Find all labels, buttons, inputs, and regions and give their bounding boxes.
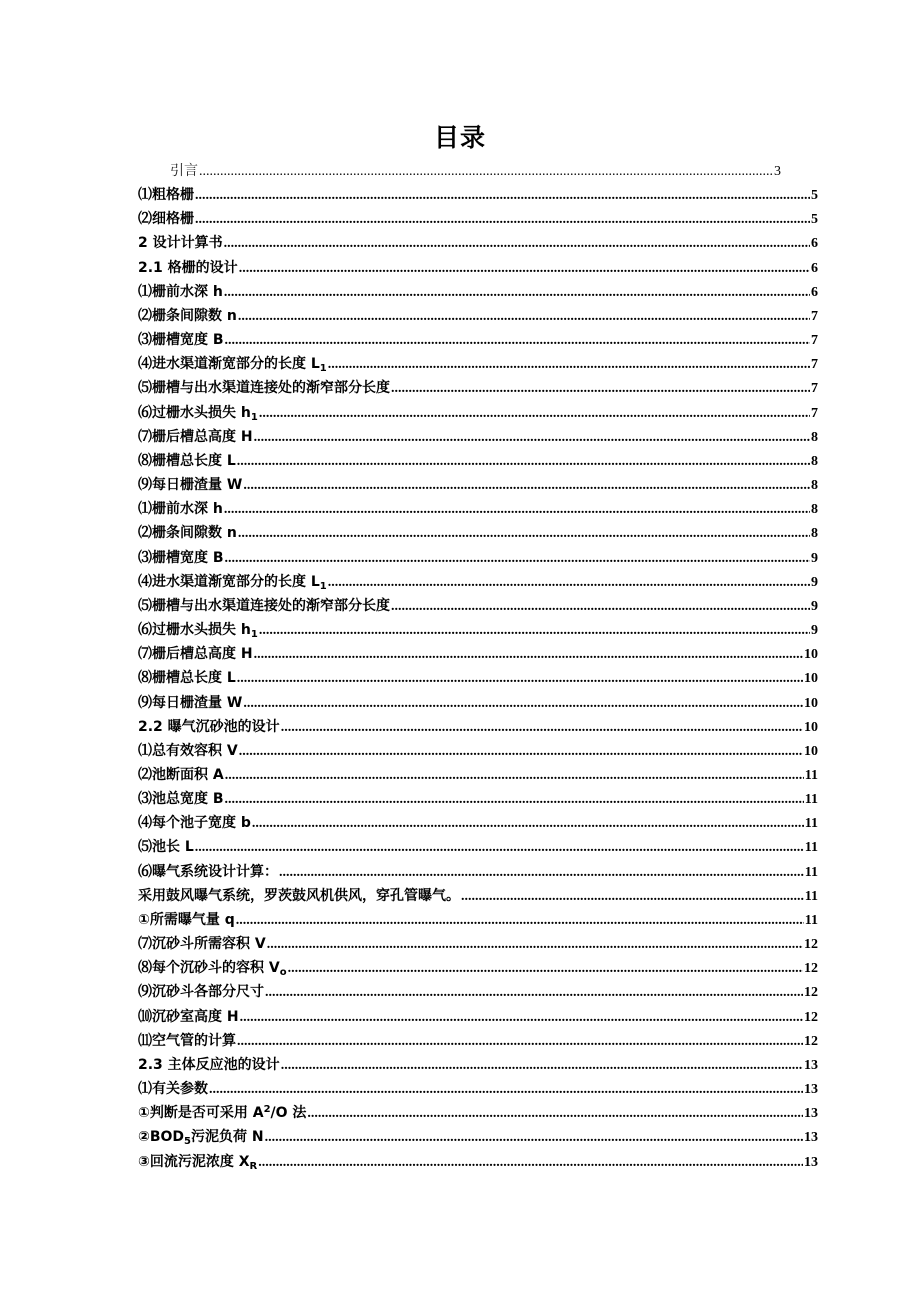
toc-entry-label: ⑵栅条间隙数 n [138,525,237,542]
dot-leader [237,669,803,689]
toc-entry-page-number: 3 [774,164,781,179]
toc-entry-page-number: 9 [811,598,818,614]
toc-entry-label: ⑸栅槽与出水渠道连接处的渐窄部分长度 [138,380,390,397]
dot-leader [243,694,803,714]
toc-entry-page-number: 8 [811,526,818,542]
toc-entry-label: ⑴有关参数 [138,1081,208,1098]
toc-entry[interactable] [138,717,818,737]
toc-entry[interactable] [138,523,818,543]
toc-entry-page-number: 13 [804,1154,818,1170]
toc-entry-label: ⑶池总宽度 B [138,791,224,808]
toc-entry-page-number: 12 [804,985,818,1001]
toc-entry-page-number: 9 [811,550,818,566]
toc-entry-label: $②BOD_5$污泥负荷 N [138,1129,264,1148]
toc-entry[interactable] [138,233,818,253]
toc-entry[interactable] [138,910,818,930]
toc-entry-label: ⑺栅后槽总高度 H [138,428,253,445]
toc-entry-label: ⑸栅槽与出水渠道连接处的渐窄部分长度 [138,597,390,614]
toc-entry-page-number: 6 [811,236,818,252]
toc-entry-page-number: 10 [804,695,818,711]
dot-leader [239,259,810,279]
dot-leader [224,283,810,303]
toc-entry[interactable] [138,548,818,568]
toc-entry-label: 2.2 曝气沉砂池的设计 [138,718,280,735]
toc-entry-page-number: 8 [811,478,818,494]
toc-entry[interactable] [138,644,818,664]
toc-entry-page-number: 12 [804,937,818,953]
toc-entry[interactable] [138,354,818,374]
toc-entry-label: ⑾空气管的计算 [138,1032,236,1049]
toc-entry-page-number: 9 [811,574,818,590]
toc-entry[interactable] [138,185,818,205]
toc-entry-label: ⑺栅后槽总高度 H [138,646,253,663]
toc-entry[interactable] [138,427,818,447]
toc-entry-label: ⑹曝气系统设计计算： [138,863,278,880]
toc-entry-page-number: 12 [804,961,818,977]
dot-leader [254,645,803,665]
dot-leader [259,621,810,641]
toc-entry[interactable] [138,620,818,640]
dot-leader [238,524,810,544]
toc-entry[interactable] [138,572,818,592]
toc-entry-page-number: 7 [811,357,818,373]
dot-leader [195,210,810,230]
toc-entry-label: ⑴总有效容积 V [138,742,238,759]
toc-entry-page-number: 7 [811,333,818,349]
toc-entry-label: ⑹过栅水头损失 $h_1$ [138,622,258,641]
toc-entry-label: 采用鼓风曝气系统，罗茨鼓风机供风，穿孔管曝气。 [138,887,460,904]
toc-entry-label: ①所需曝气量 q [138,911,235,928]
dot-leader [328,573,810,593]
toc-entry-label: ⑼沉砂斗各部分尺寸 [138,984,264,1001]
toc-entry[interactable] [138,813,818,833]
toc-entry-page-number: 10 [804,647,818,663]
toc-entry[interactable] [138,982,818,1002]
dot-leader [461,887,804,907]
toc-entry-page-number: 8 [811,453,818,469]
toc-entry-label: ⑼每日栅渣量 W [138,694,243,711]
toc-entry-subscript: 1 [319,580,327,592]
toc-entry-label: ⑵细格栅 [138,211,194,228]
dot-leader [225,790,804,810]
toc-entry-page-number: 8 [811,429,818,445]
toc-entry[interactable] [138,1031,818,1051]
toc-entry-label: 2.3 主体反应池的设计 [138,1056,280,1073]
toc-entry-page-number: 7 [811,308,818,324]
toc-entry[interactable] [138,837,818,857]
dot-leader [199,162,773,182]
toc-entry-label: ⑸池长 L [138,839,194,856]
toc-entry[interactable] [138,209,818,229]
toc-entry-page-number: 11 [804,816,818,832]
toc-entry[interactable] [138,862,818,882]
dot-leader [288,959,803,979]
dot-leader [281,1056,803,1076]
toc-entry-superscript: 2 [263,1104,271,1116]
toc-entry-page-number: 12 [804,1009,818,1025]
toc-entry[interactable] [138,1127,818,1147]
toc-entry[interactable] [138,475,818,495]
toc-entry-page-number: 5 [811,188,818,204]
toc-entry[interactable] [138,258,818,278]
toc-entry[interactable] [138,451,818,471]
dot-leader [391,597,810,617]
toc-entry[interactable] [138,378,818,398]
dot-leader [195,186,810,206]
toc-entry-subscript: 1 [250,411,258,423]
toc-entry-page-number: 11 [804,792,818,808]
toc-entry[interactable] [138,1152,818,1172]
toc-entry-label: ⑴粗格栅 [138,187,194,204]
toc-entry-page-number: 10 [804,719,818,735]
toc-entry[interactable] [138,306,818,326]
toc-entry[interactable] [170,161,781,181]
toc-entry-label: ⑷进水渠道渐宽部分的长度 $L_1$ [138,573,327,592]
dot-leader [243,476,810,496]
toc-entry-page-number: 9 [811,623,818,639]
toc-entry-page-number: 11 [804,888,818,904]
toc-entry-page-number: 13 [804,1082,818,1098]
toc-entry-label: 2 设计计算书 [138,235,223,252]
toc-entry[interactable] [138,886,818,906]
toc-entry-label-suffix: 污泥负荷 N [191,1129,264,1146]
toc-entry-label: ⑻每个沉砂斗的容积 $V_o$ [138,960,287,979]
toc-entry-page-number: 11 [804,864,818,880]
toc-entry-label: ⑹过栅水头损失 $h_1$ [138,404,258,423]
toc-entry[interactable] [138,668,818,688]
dot-leader [252,814,804,834]
toc-entry-page-number: 7 [811,405,818,421]
toc-entry-page-number: 6 [811,284,818,300]
toc-entry[interactable] [138,765,818,785]
dot-leader [224,500,810,520]
dot-leader [238,307,810,327]
dot-leader [265,1128,803,1148]
toc-entry-subscript: R [249,1160,258,1172]
toc-entry-subscript: 5 [184,1136,192,1148]
toc-entry-label: 2.1 格栅的设计 [138,259,238,276]
toc-entry-label-suffix: /O 法 [270,1105,307,1122]
toc-entry[interactable] [138,403,818,423]
toc-entry-page-number: 11 [804,840,818,856]
toc-entry-label: ⑼每日栅渣量 W [138,477,243,494]
toc-entry-label: ⑴栅前水深 h [138,283,223,300]
toc-entry[interactable] [138,1079,818,1099]
toc-entry[interactable] [138,282,818,302]
toc-entry-page-number: 12 [804,1033,818,1049]
dot-leader [279,863,804,883]
toc-entry-subscript: o [279,967,287,979]
toc-entry-page-number: 7 [811,381,818,397]
toc-entry-label: ③回流污泥浓度 $X_R$ [138,1153,258,1172]
dot-leader [281,718,803,738]
dot-leader [328,355,810,375]
toc-entry-page-number: 11 [804,912,818,928]
toc-entry[interactable] [138,693,818,713]
dot-leader [225,549,810,569]
dot-leader [254,428,810,448]
toc-entry[interactable] [138,934,818,954]
toc-entry-label: ⑴栅前水深 h [138,501,223,518]
dot-leader [209,1080,803,1100]
toc-entry-label: ⑽沉砂室高度 H [138,1008,239,1025]
toc-entry-page-number: 10 [804,743,818,759]
toc-entry-label: ⑷每个池子宽度 b [138,815,251,832]
toc-entry-label: ⑶栅槽宽度 B [138,549,224,566]
dot-leader [240,1008,803,1028]
toc-entry-label: ①判断是否可采用 $A^2/O$ 法 [138,1104,307,1122]
toc-entry[interactable] [138,789,818,809]
dot-leader [391,379,810,399]
dot-leader [259,404,810,424]
toc-entry-label: 引言 [170,163,198,179]
dot-leader [237,452,810,472]
toc-entry-page-number: 6 [811,260,818,276]
toc-entry[interactable] [138,958,818,978]
toc-entry-label: ⑺沉砂斗所需容积 V [138,936,266,953]
dot-leader [265,983,803,1003]
toc-entry-page-number: 13 [804,1106,818,1122]
dot-leader [258,1153,803,1173]
dot-leader [239,742,803,762]
toc-entry-label: ⑻栅槽总长度 L [138,452,236,469]
dot-leader [195,838,804,858]
toc-entry-label: ⑻栅槽总长度 L [138,670,236,687]
toc-entry[interactable] [138,596,818,616]
toc-entry-page-number: 11 [804,768,818,783]
toc-entry-label: ⑵栅条间隙数 n [138,307,237,324]
toc-entry-subscript: 1 [319,363,327,375]
toc-entry-page-number: 10 [804,671,818,687]
dot-leader [267,935,803,955]
toc-entry-label: ⑷进水渠道渐宽部分的长度 $L_1$ [138,356,327,375]
toc-entry-page-number: 13 [804,1130,818,1146]
toc-entry-subscript: 1 [250,629,258,641]
toc-entry-label: ⑶栅槽宽度 B [138,332,224,349]
dot-leader [307,1104,803,1124]
dot-leader [224,234,810,254]
dot-leader [225,331,810,351]
toc-entry[interactable] [138,1055,818,1075]
toc-entry-label: ⑵池断面积 A [138,767,224,783]
dot-leader [225,766,804,786]
toc-entry[interactable] [138,741,818,761]
toc-entry[interactable] [138,499,818,519]
toc-entry-page-number: 5 [811,212,818,228]
dot-leader [236,911,804,931]
toc-entry-page-number: 13 [804,1057,818,1073]
toc-entry[interactable] [138,1103,818,1123]
toc-entry-page-number: 8 [811,502,818,518]
page-title: 目录 [433,123,486,152]
dot-leader [237,1032,803,1052]
toc-entry[interactable] [138,1007,818,1027]
toc-entry[interactable] [138,330,818,350]
